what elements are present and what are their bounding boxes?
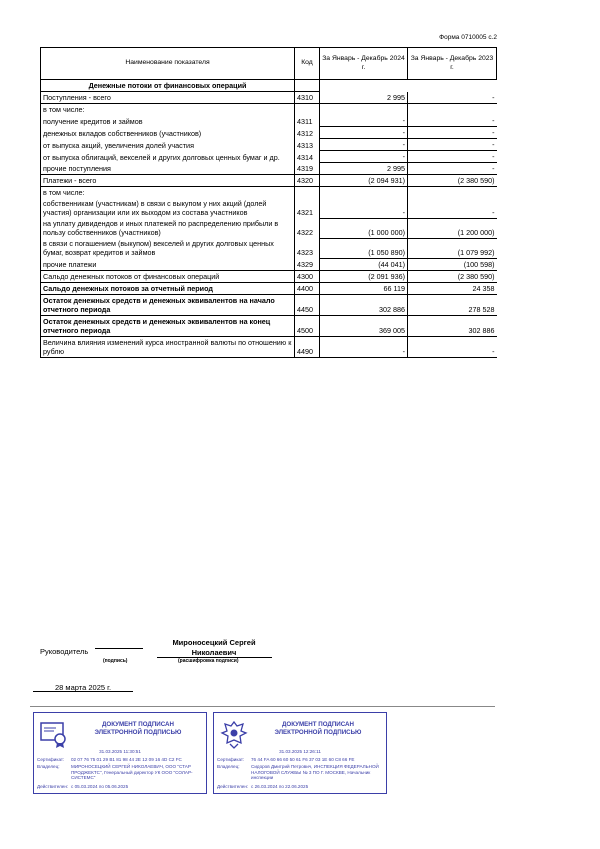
row-value-2023: -: [408, 92, 497, 104]
row-code: [295, 187, 320, 199]
table-row: [41, 270, 497, 282]
row-value-2023: -: [408, 198, 497, 218]
row-value-2023: [408, 187, 497, 199]
cash-flow-table: [40, 47, 497, 358]
row-code: 4400: [295, 282, 320, 294]
row-value-2023: -: [408, 336, 497, 357]
row-name: Остаток денежных средств и денежных эквивалентов на конец отчетного периода: [41, 315, 295, 336]
table-row: [41, 238, 497, 258]
row-code: 4311: [295, 115, 320, 127]
table-row: [41, 175, 497, 187]
table-row: [41, 127, 497, 139]
row-name: в связи с погашением (выкупом) векселей и других долговых ценных бумаг, возврат кредитов и займов: [41, 238, 295, 258]
row-value-2024: 66 119: [320, 282, 408, 294]
table-row: [41, 115, 497, 127]
header-code: Код: [295, 48, 320, 80]
row-value-2023: 278 528: [408, 294, 497, 315]
table-row: [41, 315, 497, 336]
row-name: Остаток денежных средств и денежных эквивалентов на начало отчетного периода: [41, 294, 295, 315]
row-value-2024: 369 005: [320, 315, 408, 336]
row-name: в том числе:: [41, 187, 295, 199]
form-code: Форма 0710005 с.2: [439, 34, 497, 41]
row-value-2024: (2 094 931): [320, 175, 408, 187]
row-value-2023: 302 886: [408, 315, 497, 336]
table-row: [41, 198, 497, 218]
table-row: [41, 218, 497, 238]
e-signature-stamp-2: ДОКУМЕНТ ПОДПИСАН ЭЛЕКТРОННОЙ ПОДПИСЬЮ 31.03.2025 12:26:11 Сертификат: 76 44 FA 60 66 60 50 61 F6 37 03 1E 60 C8 66 FE Владелец: Сидоров Дмитрий Петрович, ИНСПЕКЦИЯ ФЕДЕРАЛЬНОЙ НАЛОГОВОЙ СЛУЖБЫ № 3 ПО Г. МОСКВЕ, Начальник инспекции Действителен: с 26.03.2024 по 22.06.2025: [213, 712, 387, 794]
row-value-2024: -: [320, 127, 408, 139]
row-code: 4312: [295, 127, 320, 139]
signature-caption: (подпись): [103, 658, 128, 664]
row-code: 4450: [295, 294, 320, 315]
row-value-2023: (1 200 000): [408, 218, 497, 238]
row-code: 4490: [295, 336, 320, 357]
eagle-emblem-icon: [219, 719, 249, 749]
row-value-2024: -: [320, 115, 408, 127]
row-value-2023: -: [408, 163, 497, 175]
section-title: Денежные потоки от финансовых операций: [41, 80, 295, 92]
row-name: от выпуска акций, увеличения долей участия: [41, 139, 295, 151]
row-code: 4323: [295, 238, 320, 258]
table-row: [41, 294, 497, 315]
row-value-2024: -: [320, 336, 408, 357]
row-code: 4310: [295, 92, 320, 104]
decode-caption: (расшифровка подписи): [178, 658, 239, 664]
row-name: прочие поступления: [41, 163, 295, 175]
row-name: от выпуска облигаций, векселей и других долговых ценных бумаг и др.: [41, 151, 295, 163]
row-value-2023: (2 380 590): [408, 175, 497, 187]
row-value-2024: (44 041): [320, 258, 408, 270]
row-value-2024: -: [320, 151, 408, 163]
row-code: 4300: [295, 270, 320, 282]
row-code: 4313: [295, 139, 320, 151]
row-name: собственникам (участникам) в связи с выкупом у них акций (долей участия) организации или их выходом из состава участников: [41, 198, 295, 218]
row-name: Платежи - всего: [41, 175, 295, 187]
row-name: Величина влияния изменений курса иностранной валюты по отношению к рублю: [41, 336, 295, 357]
row-value-2023: (100 598): [408, 258, 497, 270]
row-name: Сальдо денежных потоков от финансовых операций: [41, 270, 295, 282]
stamp-divider: [30, 706, 495, 707]
row-value-2023: (1 079 992): [408, 238, 497, 258]
table-header: [41, 48, 497, 80]
row-value-2023: (2 380 590): [408, 270, 497, 282]
row-value-2024: -: [320, 198, 408, 218]
row-value-2024: -: [320, 139, 408, 151]
row-value-2024: 302 886: [320, 294, 408, 315]
row-code: 4319: [295, 163, 320, 175]
row-value-2024: (1 050 890): [320, 238, 408, 258]
row-value-2024: (1 000 000): [320, 218, 408, 238]
row-name: получение кредитов и займов: [41, 115, 295, 127]
section-row: [41, 80, 497, 92]
signer-role: Руководитель: [40, 647, 89, 656]
certificate-icon: [39, 719, 69, 749]
row-code: 4500: [295, 315, 320, 336]
table-row: [41, 282, 497, 294]
row-code: 4322: [295, 218, 320, 238]
row-value-2024: 2 995: [320, 92, 408, 104]
table-row: [41, 336, 497, 357]
row-value-2024: 2 995: [320, 163, 408, 175]
row-value-2023: 24 358: [408, 282, 497, 294]
table-row: [41, 139, 497, 151]
signer-name: Мироносецкий Сергей Николаевич: [172, 638, 256, 658]
row-value-2024: [320, 187, 408, 199]
row-name: денежных вкладов собственников (участников): [41, 127, 295, 139]
sign-date: 28 марта 2025 г.: [55, 683, 112, 692]
row-name: на уплату дивидендов и иных платежей по распределению прибыли в пользу собственников (участников): [41, 218, 295, 238]
row-value-2023: -: [408, 139, 497, 151]
row-value-2024: [320, 104, 408, 116]
row-name: прочие платежи: [41, 258, 295, 270]
signature-line: [95, 648, 143, 649]
table-row: [41, 258, 497, 270]
table-row: [41, 104, 497, 116]
row-code: [295, 104, 320, 116]
row-code: 4321: [295, 198, 320, 218]
row-name: Поступления - всего: [41, 92, 295, 104]
header-name: Наименование показателя: [41, 48, 295, 80]
table-row: [41, 151, 497, 163]
table-row: [41, 187, 497, 199]
row-code: 4314: [295, 151, 320, 163]
row-value-2023: -: [408, 127, 497, 139]
row-code: 4320: [295, 175, 320, 187]
row-name: в том числе:: [41, 104, 295, 116]
row-value-2023: -: [408, 151, 497, 163]
date-line: [33, 691, 133, 692]
row-name: Сальдо денежных потоков за отчетный период: [41, 282, 295, 294]
row-value-2023: -: [408, 115, 497, 127]
table-row: [41, 163, 497, 175]
row-value-2024: (2 091 936): [320, 270, 408, 282]
row-code: 4329: [295, 258, 320, 270]
row-value-2023: [408, 104, 497, 116]
e-signature-stamp-1: ДОКУМЕНТ ПОДПИСАН ЭЛЕКТРОННОЙ ПОДПИСЬЮ 31.03.2025 11:30:51 Сертификат: 02 07 76 75 01 29 B1 81 98 44 2E 12 09 16 4D C2 FC Владелец: МИРОНОСЕЦКИЙ СЕРГЕЙ НИКОЛАЕВИЧ, ООО "СТАР ПРОДЖЕКТС", Генеральный директор УК ООО "СОЛАР-СИСТЕМС" Действителен: с 05.03.2024 по 05.06.2025: [33, 712, 207, 794]
header-period-2023: За Январь - Декабрь 2023 г.: [408, 48, 497, 80]
header-period-2024: За Январь - Декабрь 2024 г.: [320, 48, 408, 80]
table-row: [41, 92, 497, 104]
